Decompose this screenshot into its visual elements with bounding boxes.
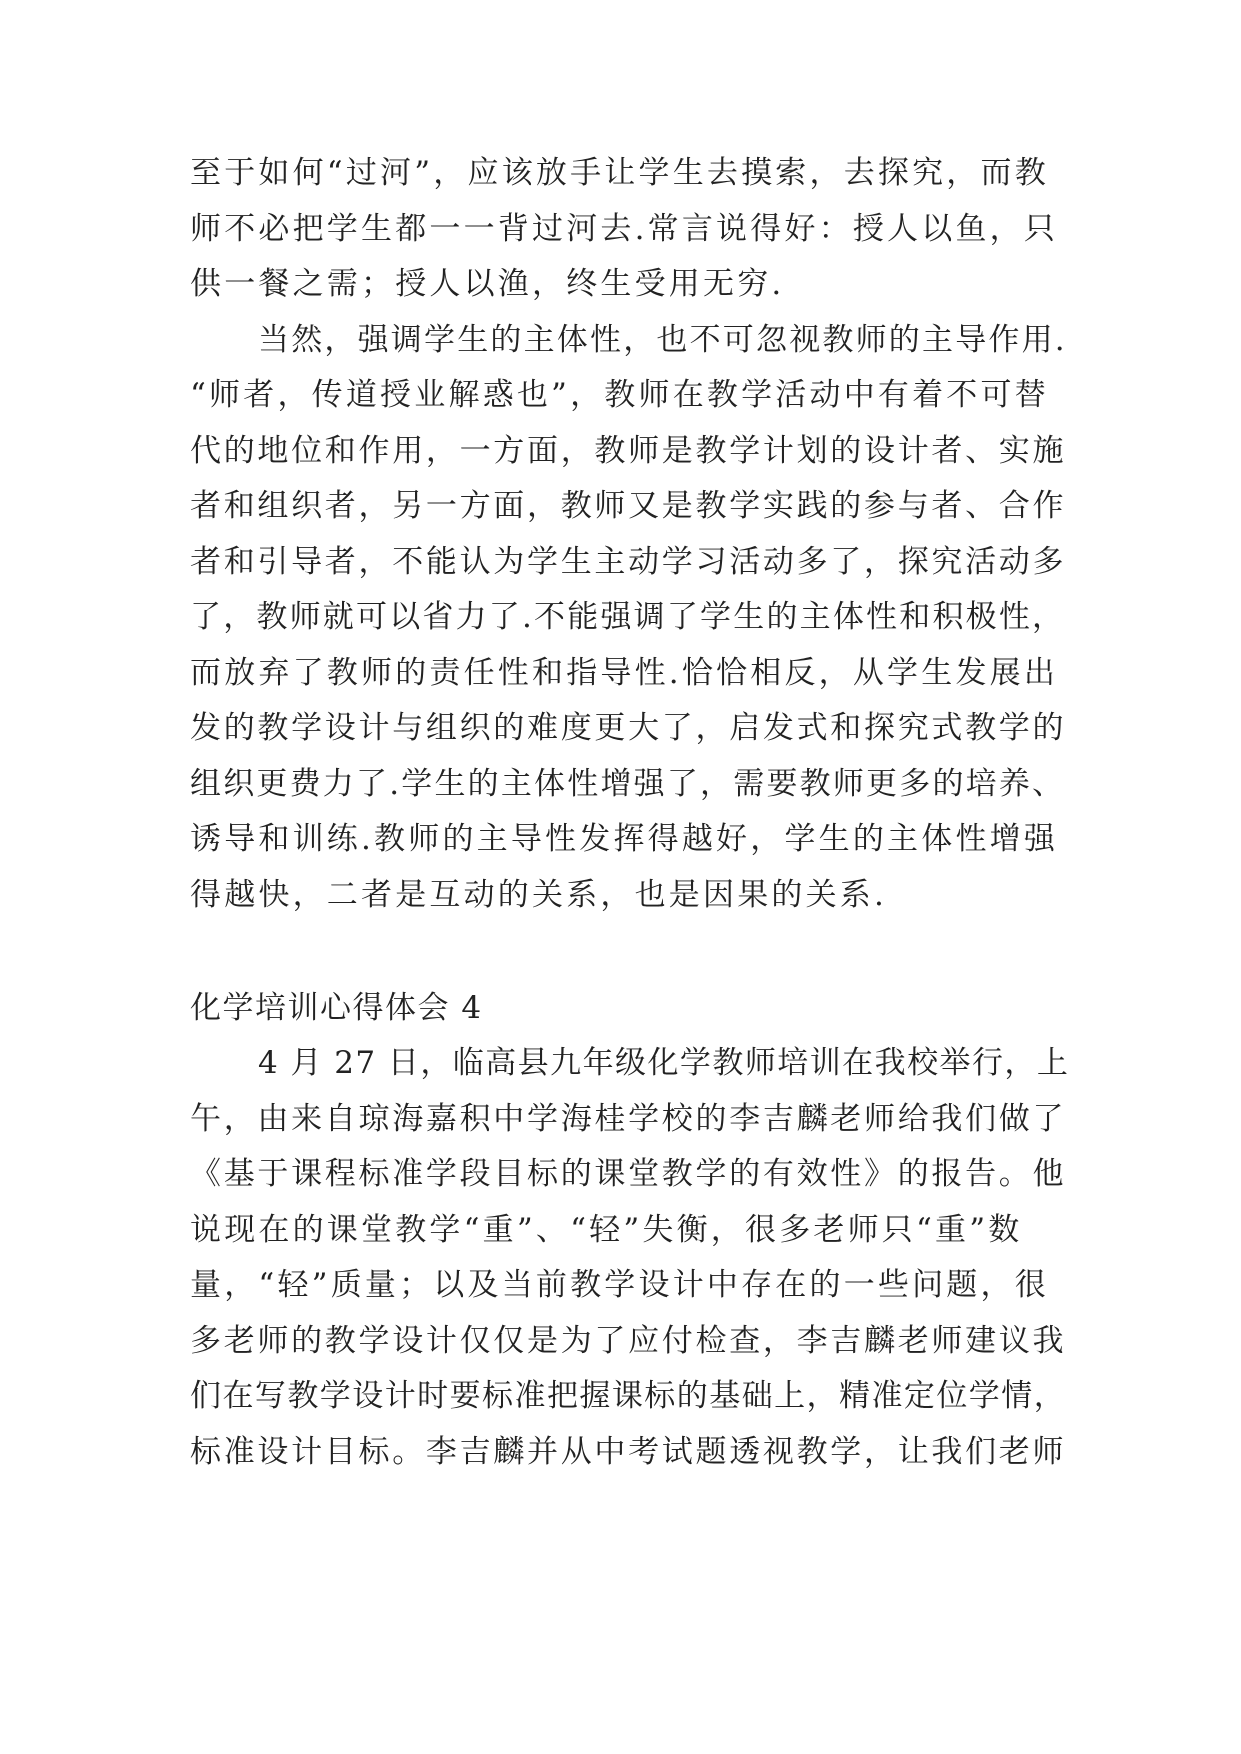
paragraph-3-line: 《基于课程标准学段目标的课堂教学的有效性》的报告。他 — [190, 1156, 1067, 1192]
paragraph-2-line: 当然，强调学生的主体性，也不可忽视教师的主导作用. — [258, 322, 1067, 358]
paragraph-3-line: 4 月 27 日，临高县九年级化学教师培训在我校举行，上 — [258, 1045, 1070, 1081]
paragraph-1-line: 师不必把学生都一一背过河去.常言说得好：授人以鱼，只 — [190, 211, 1059, 247]
paragraph-2-line: 了，教师就可以省力了.不能强调了学生的主体性和积极性， — [190, 599, 1066, 635]
paragraph-3-line: 量，“轻”质量；以及当前教学设计中存在的一些问题，很 — [190, 1267, 1049, 1303]
paragraph-3-line: 午，由来自琼海嘉积中学海桂学校的李吉麟老师给我们做了 — [190, 1101, 1067, 1137]
paragraph-2-line: 者和引导者，不能认为学生主动学习活动多了，探究活动多 — [190, 544, 1067, 580]
paragraph-2-line: “师者，传道授业解惑也”，教师在教学活动中有着不可替 — [190, 377, 1049, 413]
paragraph-2-line: 者和组织者，另一方面，教师又是教学实践的参与者、合作 — [190, 488, 1067, 524]
paragraph-2-line: 代的地位和作用，一方面，教师是教学计划的设计者、实施 — [190, 433, 1067, 469]
paragraph-3-line: 们在写教学设计时要标准把握课标的基础上，精准定位学情， — [190, 1378, 1067, 1414]
paragraph-2-line: 发的教学设计与组织的难度更大了，启发式和探究式教学的 — [190, 710, 1067, 746]
paragraph-2-line: 诱导和训练.教师的主导性发挥得越好，学生的主体性增强 — [190, 821, 1059, 857]
paragraph-1-line: 供一餐之需；授人以渔，终生受用无穷. — [190, 266, 785, 302]
paragraph-3-line: 说现在的课堂教学“重”、“轻”失衡，很多老师只“重”数 — [190, 1212, 1023, 1248]
section-heading: 化学培训心得体会 4 — [190, 990, 483, 1026]
paragraph-3-line: 多老师的教学设计仅仅是为了应付检查，李吉麟老师建议我 — [190, 1323, 1067, 1359]
paragraph-1-line: 至于如何“过河”，应该放手让学生去摸索，去探究，而教 — [190, 155, 1049, 191]
paragraph-2-line: 组织更费力了.学生的主体性增强了，需要教师更多的培养、 — [190, 766, 1066, 802]
paragraph-2-line: 而放弃了教师的责任性和指导性.恰恰相反，从学生发展出 — [190, 655, 1059, 691]
paragraph-3-line: 标准设计目标。李吉麟并从中考试题透视教学，让我们老师 — [190, 1434, 1067, 1470]
paragraph-2-line: 得越快，二者是互动的关系，也是因果的关系. — [190, 877, 888, 913]
